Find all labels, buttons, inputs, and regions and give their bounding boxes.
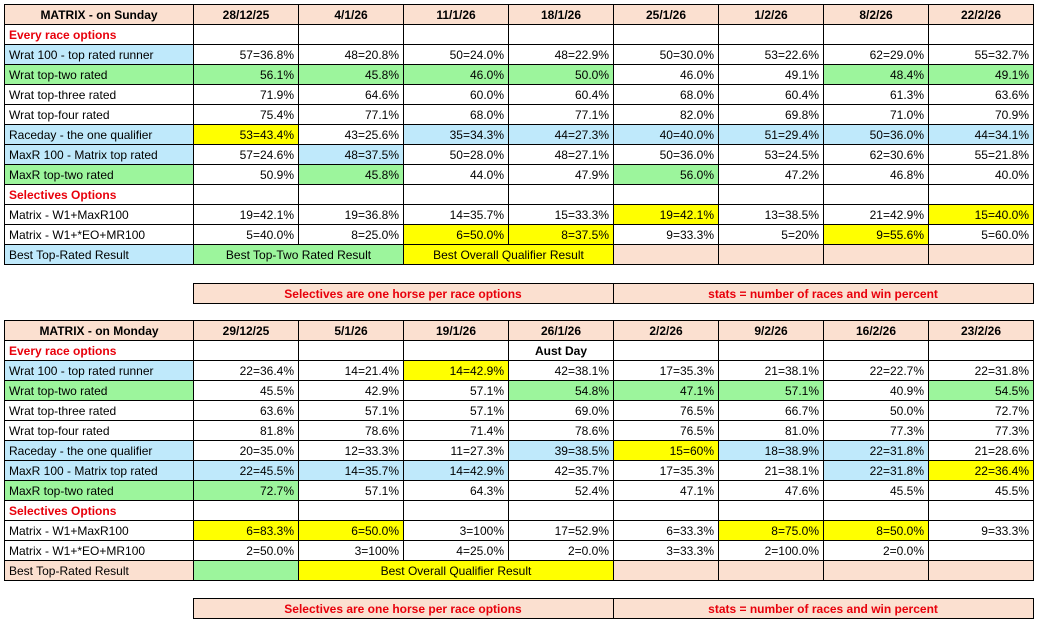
data-cell: 43=25.6%	[299, 125, 404, 145]
date-header: 23/2/26	[929, 321, 1034, 341]
data-cell: 50.0%	[509, 65, 614, 85]
table-row	[5, 85, 1034, 105]
empty-cell	[614, 185, 719, 205]
row-label: Wrat top-four rated	[5, 105, 194, 125]
matrix-notes-monday	[4, 598, 1034, 619]
table-title: MATRIX - on Monday	[5, 321, 194, 341]
data-cell: 47.2%	[719, 165, 824, 185]
data-cell: 21=38.1%	[719, 361, 824, 381]
legend-best-overall: Best Overall Qualifier Result	[299, 561, 614, 581]
data-cell: 48.4%	[824, 65, 929, 85]
data-cell: 5=60.0%	[929, 225, 1034, 245]
row-label: Matrix - W1+*EO+MR100	[5, 541, 194, 561]
row-label: MaxR top-two rated	[5, 165, 194, 185]
data-cell	[929, 541, 1034, 561]
data-cell: 77.1%	[509, 105, 614, 125]
data-cell: 82.0%	[614, 105, 719, 125]
empty-cell	[719, 25, 824, 45]
empty-cell	[824, 245, 929, 265]
empty-cell	[824, 25, 929, 45]
data-cell: 76.5%	[614, 421, 719, 441]
data-cell: 14=42.9%	[404, 361, 509, 381]
data-cell: 3=100%	[299, 541, 404, 561]
table-row	[5, 205, 1034, 225]
date-header: 29/12/25	[194, 321, 299, 341]
data-cell: 53=43.4%	[194, 125, 299, 145]
data-cell: 21=42.9%	[824, 205, 929, 225]
data-cell: 57.1%	[719, 381, 824, 401]
data-cell: 54.8%	[509, 381, 614, 401]
empty-cell	[614, 341, 719, 361]
empty-cell	[824, 501, 929, 521]
matrix-notes-sunday	[4, 283, 1034, 304]
data-cell: 54.5%	[929, 381, 1034, 401]
data-cell: 8=25.0%	[299, 225, 404, 245]
data-cell: 71.0%	[824, 105, 929, 125]
empty-cell	[404, 25, 509, 45]
empty-cell	[929, 501, 1034, 521]
table-row	[5, 401, 1034, 421]
empty-cell	[929, 25, 1034, 45]
data-cell: 50=30.0%	[614, 45, 719, 65]
table-row	[5, 481, 1034, 501]
data-cell: 81.0%	[719, 421, 824, 441]
data-cell: 42=38.1%	[509, 361, 614, 381]
data-cell: 9=55.6%	[824, 225, 929, 245]
data-cell: 6=83.3%	[194, 521, 299, 541]
date-header: 1/2/26	[719, 5, 824, 25]
data-cell: 60.4%	[719, 85, 824, 105]
data-cell: 72.7%	[194, 481, 299, 501]
data-cell: 78.6%	[299, 421, 404, 441]
empty-cell	[719, 245, 824, 265]
data-cell: 62=30.6%	[824, 145, 929, 165]
data-cell: 50.0%	[824, 401, 929, 421]
data-cell: 12=33.3%	[299, 441, 404, 461]
data-cell: 15=60%	[614, 441, 719, 461]
legend-best-top-rated: Best Top-Rated Result	[5, 561, 194, 581]
data-cell: 46.8%	[824, 165, 929, 185]
row-label: Raceday - the one qualifier	[5, 441, 194, 461]
data-cell: 6=33.3%	[614, 521, 719, 541]
table-row	[5, 225, 1034, 245]
data-cell: 64.6%	[299, 85, 404, 105]
data-cell: 57.1%	[404, 381, 509, 401]
data-cell: 60.0%	[404, 85, 509, 105]
data-cell: 8=50.0%	[824, 521, 929, 541]
data-cell: 9=33.3%	[929, 521, 1034, 541]
data-cell: 2=100.0%	[719, 541, 824, 561]
data-cell: 22=31.8%	[824, 441, 929, 461]
data-cell: 72.7%	[929, 401, 1034, 421]
date-header: 18/1/26	[509, 5, 614, 25]
data-cell: 4=25.0%	[404, 541, 509, 561]
note-selectives: Selectives are one horse per race options	[193, 284, 613, 304]
data-cell: 8=75.0%	[719, 521, 824, 541]
data-cell: 40.9%	[824, 381, 929, 401]
legend-row	[5, 561, 1034, 581]
empty-cell	[719, 341, 824, 361]
row-label: MaxR 100 - Matrix top rated	[5, 461, 194, 481]
table-row	[5, 381, 1034, 401]
data-cell: 2=0.0%	[824, 541, 929, 561]
data-cell: 77.3%	[824, 421, 929, 441]
data-cell: 48=20.8%	[299, 45, 404, 65]
special-note-aust-day: Aust Day	[509, 341, 614, 361]
date-header: 22/2/26	[929, 5, 1034, 25]
data-cell: 17=52.9%	[509, 521, 614, 541]
legend-best-top-two: Best Top-Two Rated Result	[194, 245, 404, 265]
data-cell: 44.0%	[404, 165, 509, 185]
empty-cell	[824, 341, 929, 361]
data-cell: 49.1%	[929, 65, 1034, 85]
data-cell: 47.9%	[509, 165, 614, 185]
empty-cell	[929, 561, 1034, 581]
legend-best-top-two	[194, 561, 299, 581]
note-stats: stats = number of races and win percent	[613, 599, 1033, 619]
data-cell: 15=40.0%	[929, 205, 1034, 225]
data-cell: 47.6%	[719, 481, 824, 501]
data-cell: 62=29.0%	[824, 45, 929, 65]
data-cell: 55=21.8%	[929, 145, 1034, 165]
empty-cell	[614, 25, 719, 45]
data-cell: 49.1%	[719, 65, 824, 85]
data-cell: 50=36.0%	[614, 145, 719, 165]
row-label: Matrix - W1+MaxR100	[5, 205, 194, 225]
table-row	[5, 541, 1034, 561]
data-cell: 50=24.0%	[404, 45, 509, 65]
data-cell: 57.1%	[299, 401, 404, 421]
data-cell: 19=42.1%	[194, 205, 299, 225]
table-row	[5, 125, 1034, 145]
data-cell: 45.8%	[299, 165, 404, 185]
date-header: 9/2/26	[719, 321, 824, 341]
data-cell: 71.4%	[404, 421, 509, 441]
data-cell: 69.8%	[719, 105, 824, 125]
empty-cell	[194, 185, 299, 205]
data-cell: 56.1%	[194, 65, 299, 85]
row-label: Raceday - the one qualifier	[5, 125, 194, 145]
empty-cell	[719, 501, 824, 521]
date-header: 26/1/26	[509, 321, 614, 341]
data-cell: 48=27.1%	[509, 145, 614, 165]
data-cell: 45.8%	[299, 65, 404, 85]
data-cell: 57.1%	[404, 401, 509, 421]
empty-cell	[404, 501, 509, 521]
data-cell: 46.0%	[404, 65, 509, 85]
data-cell: 22=22.7%	[824, 361, 929, 381]
data-cell: 68.0%	[404, 105, 509, 125]
empty-cell	[299, 341, 404, 361]
data-cell: 8=37.5%	[509, 225, 614, 245]
data-cell: 75.4%	[194, 105, 299, 125]
data-cell: 57.1%	[299, 481, 404, 501]
data-cell: 50.9%	[194, 165, 299, 185]
data-cell: 17=35.3%	[614, 361, 719, 381]
table-row	[5, 361, 1034, 381]
empty-cell	[824, 185, 929, 205]
data-cell: 13=38.5%	[719, 205, 824, 225]
notes-row	[4, 284, 1033, 304]
data-cell: 20=35.0%	[194, 441, 299, 461]
empty-cell	[4, 599, 193, 619]
empty-cell	[509, 25, 614, 45]
empty-cell	[719, 185, 824, 205]
legend-row	[5, 245, 1034, 265]
row-label: Wrat top-two rated	[5, 65, 194, 85]
empty-cell	[299, 25, 404, 45]
table-row	[5, 521, 1034, 541]
data-cell: 57=24.6%	[194, 145, 299, 165]
empty-cell	[614, 501, 719, 521]
empty-cell	[404, 341, 509, 361]
data-cell: 42=35.7%	[509, 461, 614, 481]
section-header-row	[5, 25, 1034, 45]
data-cell: 48=37.5%	[299, 145, 404, 165]
data-cell: 53=24.5%	[719, 145, 824, 165]
section-header-row	[5, 501, 1034, 521]
data-cell: 61.3%	[824, 85, 929, 105]
data-cell: 2=0.0%	[509, 541, 614, 561]
data-cell: 22=36.4%	[194, 361, 299, 381]
data-cell: 77.1%	[299, 105, 404, 125]
data-cell: 76.5%	[614, 401, 719, 421]
row-label: Wrat 100 - top rated runner	[5, 45, 194, 65]
data-cell: 19=42.1%	[614, 205, 719, 225]
data-cell: 3=100%	[404, 521, 509, 541]
table-row	[5, 461, 1034, 481]
note-selectives: Selectives are one horse per race options	[193, 599, 613, 619]
data-cell: 55=32.7%	[929, 45, 1034, 65]
data-cell: 22=45.5%	[194, 461, 299, 481]
row-label: Matrix - W1+*EO+MR100	[5, 225, 194, 245]
section-label-selectives: Selectives Options	[5, 501, 194, 521]
empty-cell	[929, 185, 1034, 205]
data-cell: 68.0%	[614, 85, 719, 105]
data-cell: 70.9%	[929, 105, 1034, 125]
table-row	[5, 421, 1034, 441]
row-label: Wrat top-three rated	[5, 85, 194, 105]
empty-cell	[614, 561, 719, 581]
data-cell: 77.3%	[929, 421, 1034, 441]
date-header: 16/2/26	[824, 321, 929, 341]
row-label: Wrat top-two rated	[5, 381, 194, 401]
data-cell: 44=27.3%	[509, 125, 614, 145]
empty-cell	[719, 561, 824, 581]
row-label: Wrat top-three rated	[5, 401, 194, 421]
matrix-table-monday	[4, 320, 1034, 581]
data-cell: 14=35.7%	[299, 461, 404, 481]
empty-cell	[509, 501, 614, 521]
data-cell: 18=38.9%	[719, 441, 824, 461]
note-stats: stats = number of races and win percent	[613, 284, 1033, 304]
section-header-row	[5, 341, 1034, 361]
data-cell: 6=50.0%	[404, 225, 509, 245]
date-header: 25/1/26	[614, 5, 719, 25]
table-row	[5, 45, 1034, 65]
section-label-every-race: Every race options	[5, 341, 194, 361]
empty-cell	[194, 25, 299, 45]
data-cell: 19=36.8%	[299, 205, 404, 225]
data-cell: 46.0%	[614, 65, 719, 85]
data-cell: 40=40.0%	[614, 125, 719, 145]
data-cell: 14=35.7%	[404, 205, 509, 225]
empty-cell	[194, 341, 299, 361]
date-header: 8/2/26	[824, 5, 929, 25]
data-cell: 47.1%	[614, 481, 719, 501]
table-row	[5, 105, 1034, 125]
data-cell: 45.5%	[929, 481, 1034, 501]
data-cell: 51=29.4%	[719, 125, 824, 145]
date-header: 2/2/26	[614, 321, 719, 341]
empty-cell	[404, 185, 509, 205]
data-cell: 5=20%	[719, 225, 824, 245]
date-header: 5/1/26	[299, 321, 404, 341]
data-cell: 47.1%	[614, 381, 719, 401]
data-cell: 81.8%	[194, 421, 299, 441]
row-label: MaxR 100 - Matrix top rated	[5, 145, 194, 165]
header-row	[5, 5, 1034, 25]
date-header: 4/1/26	[299, 5, 404, 25]
row-label: Wrat top-four rated	[5, 421, 194, 441]
data-cell: 50=36.0%	[824, 125, 929, 145]
data-cell: 53=22.6%	[719, 45, 824, 65]
header-row	[5, 321, 1034, 341]
data-cell: 42.9%	[299, 381, 404, 401]
data-cell: 48=22.9%	[509, 45, 614, 65]
empty-cell	[299, 501, 404, 521]
data-cell: 22=36.4%	[929, 461, 1034, 481]
table-title: MATRIX - on Sunday	[5, 5, 194, 25]
data-cell: 44=34.1%	[929, 125, 1034, 145]
data-cell: 64.3%	[404, 481, 509, 501]
table-row	[5, 145, 1034, 165]
data-cell: 22=31.8%	[824, 461, 929, 481]
data-cell: 66.7%	[719, 401, 824, 421]
date-header: 28/12/25	[194, 5, 299, 25]
data-cell: 40.0%	[929, 165, 1034, 185]
date-header: 19/1/26	[404, 321, 509, 341]
section-label-every-race: Every race options	[5, 25, 194, 45]
empty-cell	[929, 245, 1034, 265]
data-cell: 17=35.3%	[614, 461, 719, 481]
empty-cell	[929, 341, 1034, 361]
data-cell: 14=21.4%	[299, 361, 404, 381]
row-label: Matrix - W1+MaxR100	[5, 521, 194, 541]
data-cell: 15=33.3%	[509, 205, 614, 225]
date-header: 11/1/26	[404, 5, 509, 25]
data-cell: 9=33.3%	[614, 225, 719, 245]
data-cell: 60.4%	[509, 85, 614, 105]
table-row	[5, 441, 1034, 461]
data-cell: 78.6%	[509, 421, 614, 441]
matrix-table-sunday	[4, 4, 1034, 265]
section-label-selectives: Selectives Options	[5, 185, 194, 205]
data-cell: 69.0%	[509, 401, 614, 421]
empty-cell	[824, 561, 929, 581]
empty-cell	[194, 501, 299, 521]
empty-cell	[299, 185, 404, 205]
data-cell: 14=42.9%	[404, 461, 509, 481]
data-cell: 45.5%	[194, 381, 299, 401]
data-cell: 63.6%	[194, 401, 299, 421]
data-cell: 21=38.1%	[719, 461, 824, 481]
section-header-row	[5, 185, 1034, 205]
data-cell: 11=27.3%	[404, 441, 509, 461]
data-cell: 39=38.5%	[509, 441, 614, 461]
data-cell: 21=28.6%	[929, 441, 1034, 461]
row-label: Wrat 100 - top rated runner	[5, 361, 194, 381]
data-cell: 6=50.0%	[299, 521, 404, 541]
data-cell: 71.9%	[194, 85, 299, 105]
data-cell: 45.5%	[824, 481, 929, 501]
data-cell: 52.4%	[509, 481, 614, 501]
data-cell: 22=31.8%	[929, 361, 1034, 381]
table-row	[5, 65, 1034, 85]
data-cell: 57=36.8%	[194, 45, 299, 65]
notes-row	[4, 599, 1033, 619]
legend-best-top-rated: Best Top-Rated Result	[5, 245, 194, 265]
data-cell: 50=28.0%	[404, 145, 509, 165]
data-cell: 63.6%	[929, 85, 1034, 105]
row-label: MaxR top-two rated	[5, 481, 194, 501]
data-cell: 3=33.3%	[614, 541, 719, 561]
data-cell: 5=40.0%	[194, 225, 299, 245]
empty-cell	[4, 284, 193, 304]
data-cell: 56.0%	[614, 165, 719, 185]
table-row	[5, 165, 1034, 185]
data-cell: 2=50.0%	[194, 541, 299, 561]
legend-best-overall: Best Overall Qualifier Result	[404, 245, 614, 265]
empty-cell	[614, 245, 719, 265]
empty-cell	[509, 185, 614, 205]
data-cell: 35=34.3%	[404, 125, 509, 145]
